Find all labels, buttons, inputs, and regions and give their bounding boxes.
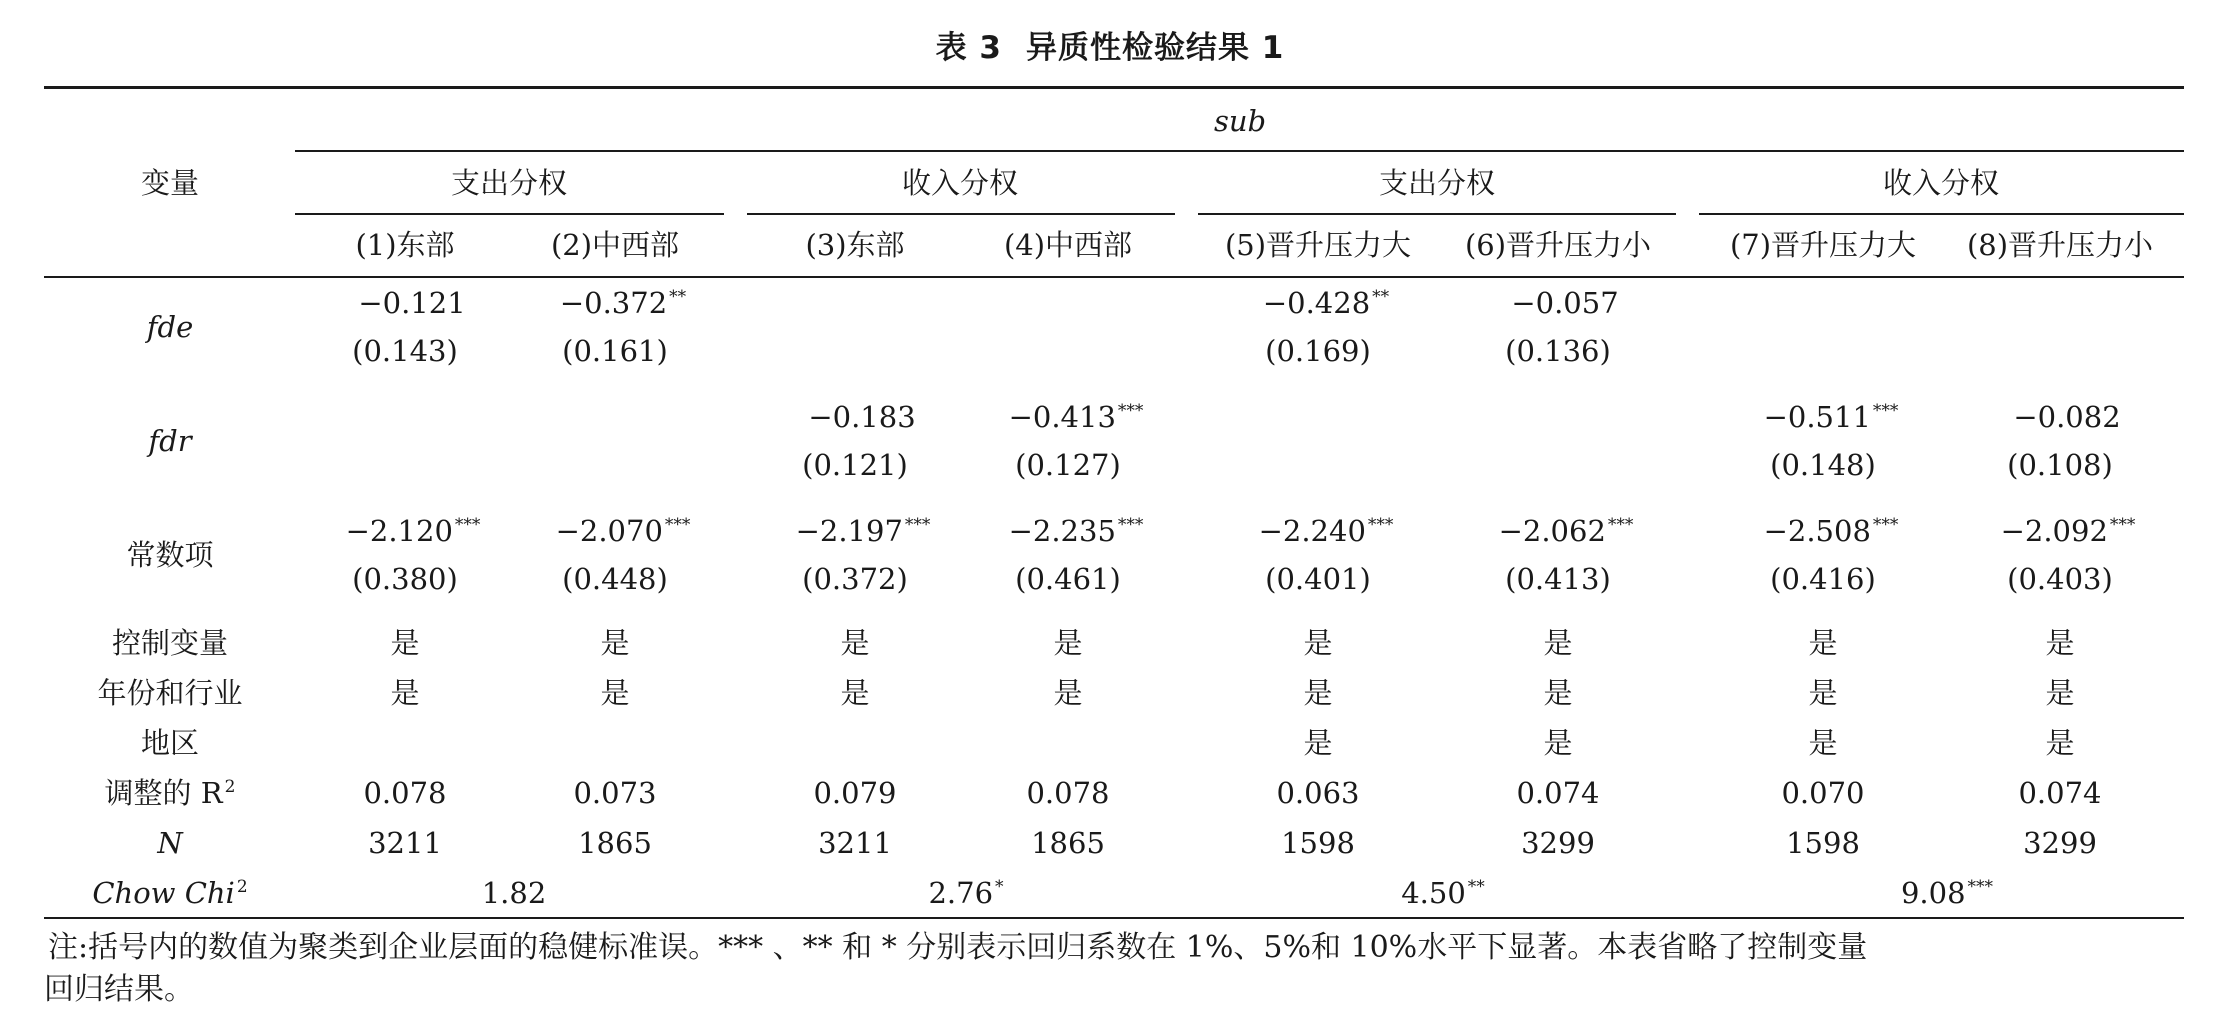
se-cell: (0.416)	[1770, 562, 1876, 596]
row-label-chow: Chow Chi $^2$	[92, 876, 248, 910]
chow-cell-value: 9.08	[1900, 876, 1966, 910]
se-cell: (0.169)	[1265, 334, 1371, 368]
coef-cell-value: −2.070	[555, 514, 663, 548]
coef-cell	[1511, 286, 1620, 320]
coef-cell-value: −0.082	[2013, 400, 2121, 434]
se-cell: (0.380)	[352, 562, 458, 596]
row-label-n: N	[157, 826, 183, 860]
row-label-fde: fde	[146, 310, 194, 344]
chow-cell	[1401, 876, 1485, 910]
group-header: 收入分权	[1882, 166, 2000, 200]
coef-cell-value: −0.511	[1763, 400, 1871, 434]
row-label-region: 地区	[140, 726, 200, 760]
coef-cell	[1764, 400, 1899, 434]
indicator-cell: 是	[1053, 676, 1083, 710]
table-caption	[0, 22, 2220, 67]
column-header: (3)东部	[805, 228, 905, 262]
group-rule-4	[1699, 213, 2184, 215]
coef-cell-value: −2.120	[345, 514, 453, 548]
coef-cell-stars: ***	[1367, 515, 1394, 536]
indicator-cell: 是	[840, 626, 870, 660]
indicator-cell: 是	[1543, 626, 1573, 660]
n-cell: 1865	[578, 826, 652, 860]
group-rule-2	[747, 213, 1175, 215]
top-rule	[44, 86, 2184, 89]
r2-cell: 0.079	[813, 776, 897, 810]
group-header: 支出分权	[1378, 166, 1496, 200]
coef-cell-stars: ***	[2109, 515, 2136, 536]
n-cell: 1598	[1786, 826, 1860, 860]
coef-cell	[2001, 514, 2136, 548]
coef-cell-value: −2.062	[1498, 514, 1606, 548]
se-cell: (0.403)	[2007, 562, 2113, 596]
n-cell: 1598	[1281, 826, 1355, 860]
indicator-cell: 是	[2045, 726, 2075, 760]
se-cell: (0.121)	[802, 448, 908, 482]
coef-cell-stars: ***	[1117, 515, 1144, 536]
r2-cell: 0.073	[573, 776, 657, 810]
indicator-cell: 是	[390, 626, 420, 660]
coef-cell-value: −0.057	[1511, 286, 1619, 320]
row-label-fdr: fdr	[148, 424, 192, 458]
coef-cell-value: −2.092	[2000, 514, 2108, 548]
chow-cell	[928, 876, 1003, 910]
indicator-cell: 是	[1543, 726, 1573, 760]
n-cell: 3299	[1521, 826, 1595, 860]
coef-cell-value: −0.413	[1008, 400, 1116, 434]
coef-cell	[796, 514, 931, 548]
coef-cell-value: −2.235	[1008, 514, 1116, 548]
coef-cell	[808, 400, 917, 434]
row-label-controls: 控制变量	[111, 626, 229, 660]
coef-cell-value: −2.197	[795, 514, 903, 548]
row-header: 变量	[140, 166, 200, 200]
coef-cell-value: −2.508	[1763, 514, 1871, 548]
group-rule-3	[1198, 213, 1676, 215]
coef-cell	[1259, 514, 1394, 548]
indicator-cell: 是	[1808, 626, 1838, 660]
se-cell: (0.148)	[1770, 448, 1876, 482]
coef-cell-stars: ***	[1607, 515, 1634, 536]
se-cell: (0.413)	[1505, 562, 1611, 596]
chow-cell-stars: ***	[1967, 877, 1994, 898]
chow-cell-stars: *	[995, 877, 1004, 898]
r2-cell: 0.074	[1516, 776, 1600, 810]
coef-cell-stars: ***	[904, 515, 931, 536]
coef-cell	[1263, 286, 1389, 320]
n-cell: 1865	[1031, 826, 1105, 860]
coef-cell-stars: **	[669, 287, 687, 308]
r2-cell: 0.063	[1276, 776, 1360, 810]
caption-title: 异质性检验结果 1	[1026, 30, 1285, 66]
column-header: (2)中西部	[550, 228, 680, 262]
column-header: (4)中西部	[1003, 228, 1133, 262]
chow-cell	[1901, 876, 1993, 910]
indicator-cell: 是	[1303, 626, 1333, 660]
coef-cell-stars: ***	[664, 515, 691, 536]
se-cell: (0.372)	[802, 562, 908, 596]
coef-cell-stars: ***	[1872, 515, 1899, 536]
se-cell: (0.161)	[562, 334, 668, 368]
indicator-cell: 是	[390, 676, 420, 710]
coef-cell	[1009, 400, 1144, 434]
indicator-cell: 是	[2045, 626, 2075, 660]
coef-cell-value: −2.240	[1258, 514, 1366, 548]
coef-cell-value: −0.121	[358, 286, 466, 320]
coef-cell	[1764, 514, 1899, 548]
chow-cell-value: 2.76	[928, 876, 994, 910]
coef-cell	[346, 514, 481, 548]
header-rule	[44, 276, 2184, 278]
column-header: (8)晋升压力小	[1966, 228, 2154, 262]
row-label-const: 常数项	[126, 538, 214, 572]
se-cell: (0.136)	[1505, 334, 1611, 368]
row-label-r2: 调整的 R $^2$	[104, 776, 236, 810]
column-header: (5)晋升压力大	[1224, 228, 1412, 262]
indicator-cell: 是	[1808, 726, 1838, 760]
coef-cell-value: −0.428	[1262, 286, 1371, 320]
r2-cell: 0.078	[363, 776, 447, 810]
chow-cell-value: 4.50	[1401, 876, 1466, 910]
se-cell: (0.127)	[1015, 448, 1121, 482]
sub-rule	[295, 150, 2184, 152]
coef-cell-stars: ***	[1117, 401, 1144, 422]
coef-cell-stars: **	[1372, 287, 1390, 308]
r2-cell: 0.078	[1026, 776, 1110, 810]
r2-cell: 0.070	[1781, 776, 1865, 810]
n-cell: 3299	[2023, 826, 2097, 860]
coef-cell	[560, 286, 686, 320]
bottom-rule	[44, 917, 2184, 919]
indicator-cell: 是	[600, 626, 630, 660]
indicator-cell: 是	[1053, 626, 1083, 660]
coef-cell-stars: ***	[454, 515, 481, 536]
indicator-cell: 是	[1303, 726, 1333, 760]
caption-number: 表 3	[935, 30, 1002, 66]
sub-label: sub	[1213, 104, 1267, 138]
group-rule-1	[295, 213, 724, 215]
coef-cell	[2013, 400, 2122, 434]
indicator-cell: 是	[1303, 676, 1333, 710]
coef-cell	[358, 286, 467, 320]
table-note-line-1: 注:括号内的数值为聚类到企业层面的稳健标准误。*** 、** 和 * 分别表示回归系数在 1%、5%和 10%水平下显著。本表省略了控制变量	[48, 930, 1868, 965]
indicator-cell: 是	[1543, 676, 1573, 710]
column-header: (7)晋升压力大	[1729, 228, 1917, 262]
se-cell: (0.108)	[2007, 448, 2113, 482]
chow-cell-value: 1.82	[481, 876, 547, 910]
n-cell: 3211	[818, 826, 892, 860]
se-cell: (0.461)	[1015, 562, 1121, 596]
coef-cell-stars: ***	[1872, 401, 1899, 422]
indicator-cell: 是	[2045, 676, 2075, 710]
column-header: (6)晋升压力小	[1464, 228, 1652, 262]
indicator-cell: 是	[840, 676, 870, 710]
se-cell: (0.401)	[1265, 562, 1371, 596]
coef-cell-value: −0.372	[559, 286, 668, 320]
coef-cell	[556, 514, 691, 548]
column-header: (1)东部	[355, 228, 455, 262]
group-header: 收入分权	[901, 166, 1019, 200]
chow-cell-stars: **	[1467, 877, 1485, 898]
group-header: 支出分权	[450, 166, 568, 200]
se-cell: (0.448)	[562, 562, 668, 596]
r2-cell: 0.074	[2018, 776, 2102, 810]
chow-cell	[482, 876, 549, 910]
coef-cell	[1499, 514, 1634, 548]
row-label-year_industry: 年份和行业	[97, 676, 243, 710]
indicator-cell: 是	[1808, 676, 1838, 710]
se-cell: (0.143)	[352, 334, 458, 368]
indicator-cell: 是	[600, 676, 630, 710]
table-note-line-2: 回归结果。	[44, 972, 194, 1007]
n-cell: 3211	[368, 826, 442, 860]
coef-cell-value: −0.183	[808, 400, 916, 434]
coef-cell	[1009, 514, 1144, 548]
